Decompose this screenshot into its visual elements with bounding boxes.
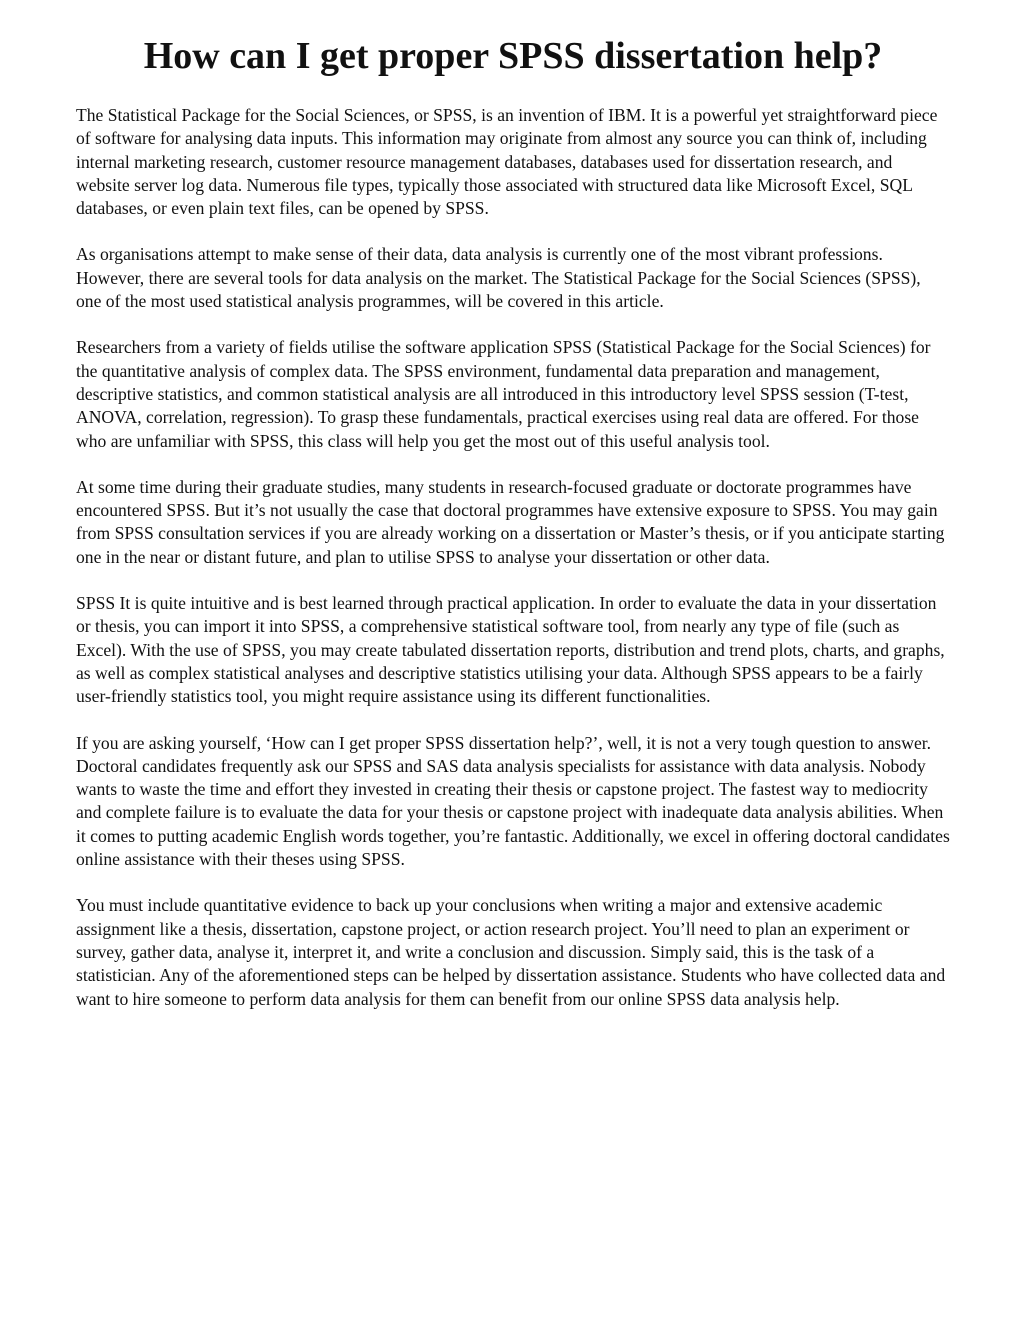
paragraph: You must include quantitative evidence to back up your conclusions when writing a major and extensive academic assignment like a thesis, dissertation, capstone project, or action research project. You’ll need to plan an experiment or survey, gather data, analyse it, interpret it, and write a conclusion and discussion. Simply said, this is the task of a statistician. Any of the aforementioned steps can be helped by dissertation assistance. Students who have collected data and want to hire someone to perform data analysis for them can benefit from our online SPSS data analysis help. <box>76 895 946 1009</box>
paragraph: The Statistical Package for the Social Sciences, or SPSS, is an invention of IBM. It is a powerful yet straightforward piece of software for analysing data inputs. This information may originate from almost any source you can think of, including internal marketing research, customer resource management databases, databases used for dissertation research, and website server log data. Numerous file types, typically those associated with structured data like Microsoft Excel, SQL databases, or even plain text files, can be opened by SPSS. <box>76 105 938 219</box>
paragraph: Researchers from a variety of fields utilise the software application SPSS (Statistical Package for the Social Sciences) for the quantitative analysis of complex data. The SPSS environment, fundamental data preparation and management, descriptive statistics, and common statistical analysis are all introduced in this introductory level SPSS session (T-test, ANOVA, correlation, regression). To grasp these fundamentals, practical exercises using real data are offered. For those who are unfamiliar with SPSS, this class will help you get the most out of this useful analysis tool. <box>76 337 931 451</box>
page-title: How can I get proper SPSS dissertation help? <box>143 35 883 77</box>
paragraph: At some time during their graduate studies, many students in research-focused graduate or doctorate programmes have encountered SPSS. But it’s not usually the case that doctoral programmes have extensive exposure to SPSS. You may gain from SPSS consultation services if you are already working on a dissertation or Master’s thesis, or if you anticipate starting one in the near or distant future, and plan to utilise SPSS to analyse your dissertation or other data. <box>76 476 945 567</box>
paragraph: SPSS It is quite intuitive and is best learned through practical application. In order to evaluate the data in your dissertation or thesis, you can import it into SPSS, a comprehensive statistical software tool, from nearly any type of file (such as Excel). With the use of SPSS, you may create tabulated dissertation reports, distribution and trend plots, charts, and graphs, as well as complex statistical analyses and descriptive statistics utilising your data. Although SPSS appears to be a fairly user-friendly statistics tool, you might require assistance using its different functionalities. <box>76 593 945 707</box>
paragraph: As organisations attempt to make sense of their data, data analysis is currently one of the most vibrant professions. However, there are several tools for data analysis on the market. The Statistical Package for the Social Sciences (SPSS), one of the most used statistical analysis programmes, will be covered in this article. <box>76 244 921 312</box>
paragraph: If you are asking yourself, ‘How can I get proper SPSS dissertation help?’, well, it is not a very tough question to answer. Doctoral candidates frequently ask our SPSS and SAS data analysis specialists for assistance with data analysis. Nobody wants to waste the time and effort they invested in creating their thesis or capstone project. The fastest way to mediocrity and complete failure is to evaluate the data for your thesis or capstone project with inadequate data analysis abilities. When it comes to putting academic English words together, you’re fantastic. Additionally, we excel in offering doctoral candidates online assistance with their theses using SPSS. <box>76 732 950 870</box>
